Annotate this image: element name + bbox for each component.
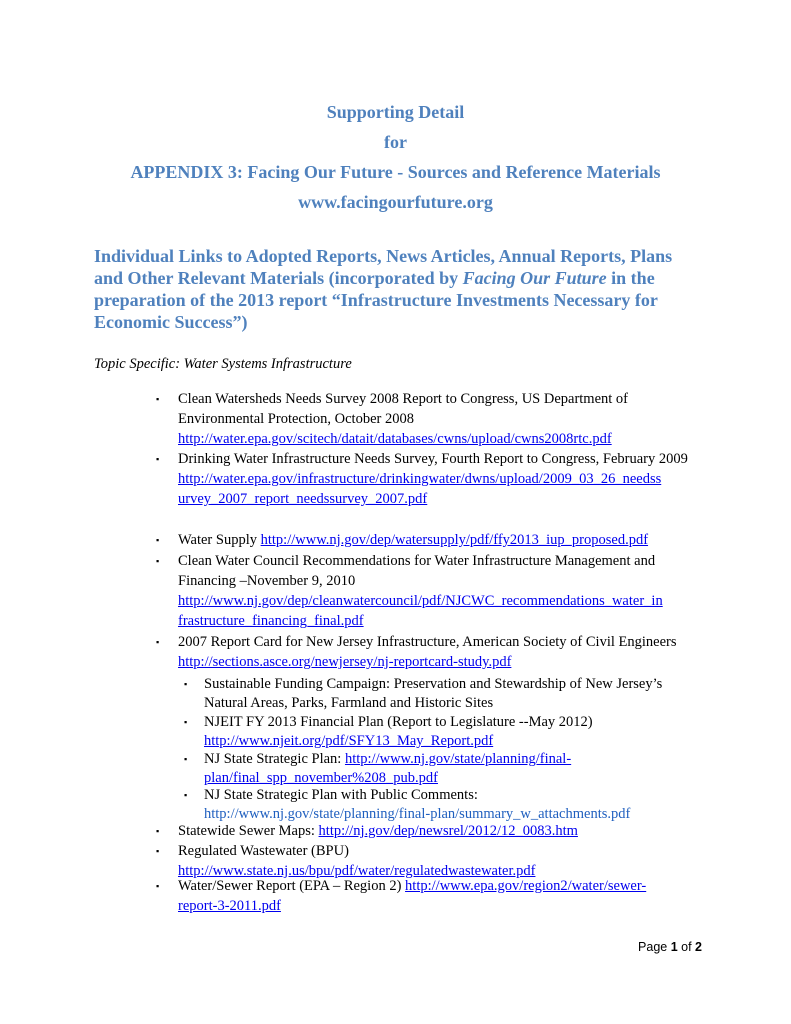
title-website: www.facingourfuture.org [298,192,493,212]
list-item [156,841,708,881]
bullet-icon: ▪ [156,881,160,891]
list-item [156,389,708,449]
list-item [156,530,708,550]
item-link-part-1: http://www.epa.gov/region2/water/sewer- [405,878,647,894]
bullet-icon: ▪ [156,556,160,566]
item-link[interactable]: http://nj.gov/dep/newsrel/2012/12_0083.htm [318,823,578,839]
item-link[interactable]: http://www.nj.gov/dep/watersupply/pdf/ffy2013_iup_proposed.pdf [260,532,649,548]
footer-prefix: Page [638,940,671,954]
heading-part-1: Individual Links to Adopted Reports, News Articles, Annual Reports, Plans and Other Relevant Materials (incorporated by [94,246,673,288]
item-link-part-2: urvey_2007_report_needssurvey_2007.pdf [178,491,428,507]
item-text: Water Supply [178,532,261,548]
page-footer [612,940,702,954]
sub-item-text: Sustainable Funding Campaign: Preservation and Stewardship of New Jersey’s Natural Areas, Parks, Farmland and Historic Sites [204,676,663,711]
item-text: Regulated Wastewater (BPU) [178,843,349,859]
section-heading [94,245,694,333]
sub-item-text: NJ State Strategic Plan with Public Comments: [204,787,478,803]
item-text: Clean Water Council Recommendations for Water Infrastructure Management and Financing –November 9, 2010 [178,553,656,589]
sub-item-link-part-1: http://www.nj.gov/state/planning/final- [344,751,572,767]
list-item [156,551,708,631]
item-text: Water/Sewer Report (EPA – Region 2) [178,878,406,894]
bullet-icon: ▪ [156,535,160,545]
list-item [156,632,708,672]
heading-part-2: in the preparation of the 2013 report “Infrastructure Investments Necessary for Economic Success”) [94,268,658,332]
item-link[interactable] [178,469,708,509]
sub-item-link[interactable]: http://www.nj.gov/state/planning/final-plan/summary_w_attachments.pdf [204,806,631,822]
bullet-icon: ▪ [156,454,160,464]
sub-list-item [184,786,704,824]
bullet-icon: ▪ [184,754,188,764]
item-text: Statewide Sewer Maps: [178,823,319,839]
list-item [156,449,708,509]
item-link-part-1: http://www.nj.gov/dep/cleanwatercouncil/pdf/NJCWC_recommendations_water_in [178,593,663,609]
sub-item-link[interactable]: http://www.njeit.org/pdf/SFY13_May_Report.pdf [204,733,494,749]
bullet-icon: ▪ [184,790,188,800]
item-link-part-2: report-3-2011.pdf [178,898,281,914]
list-item [156,876,708,916]
bullet-icon: ▪ [184,679,188,689]
item-link-part-1: http://water.epa.gov/infrastructure/drinkingwater/dwns/upload/2009_03_26_needss [178,471,662,487]
sub-item-link-part-2: plan/final_spp_november%208_pub.pdf [204,770,438,786]
bullet-icon: ▪ [156,846,160,856]
bullet-icon: ▪ [156,637,160,647]
item-text: Clean Watersheds Needs Survey 2008 Report to Congress, US Department of Environmental Protection, October 2008 [178,391,628,427]
footer-total-pages: 2 [695,940,702,954]
sub-item-text: NJEIT FY 2013 Financial Plan (Report to Legislature --May 2012) [204,714,593,730]
item-link[interactable]: http://sections.asce.org/newjersey/nj-reportcard-study.pdf [178,654,512,670]
topic-label: Topic Specific: Water Systems Infrastructure [94,356,352,372]
bullet-icon: ▪ [156,394,160,404]
item-link[interactable] [178,591,708,631]
sub-item-text: NJ State Strategic Plan: [204,751,345,767]
sub-list-item [184,675,704,713]
heading-emphasis: Facing Our Future [462,268,607,288]
title-line-2: for [384,132,407,152]
title-line-3: APPENDIX 3: Facing Our Future - Sources and Reference Materials [130,162,661,182]
item-text: Drinking Water Infrastructure Needs Survey, Fourth Report to Congress, February 2009 [178,451,688,467]
item-text: 2007 Report Card for New Jersey Infrastructure, American Society of Civil Engineers [178,634,677,650]
item-link[interactable]: http://www.state.nj.us/bpu/pdf/water/regulatedwastewater.pdf [178,863,536,879]
bullet-icon: ▪ [184,717,188,727]
list-item [156,821,708,841]
sub-list-item [184,713,704,751]
bullet-icon: ▪ [156,826,160,836]
footer-separator: of [677,940,696,954]
title-line-1: Supporting Detail [326,102,465,122]
footer-current-page: 1 [670,940,678,954]
item-link-part-2: frastructure_financing_final.pdf [178,613,364,629]
item-link[interactable]: http://water.epa.gov/scitech/datait/databases/cwns/upload/cwns2008rtc.pdf [178,431,612,447]
sub-list-item [184,750,704,788]
